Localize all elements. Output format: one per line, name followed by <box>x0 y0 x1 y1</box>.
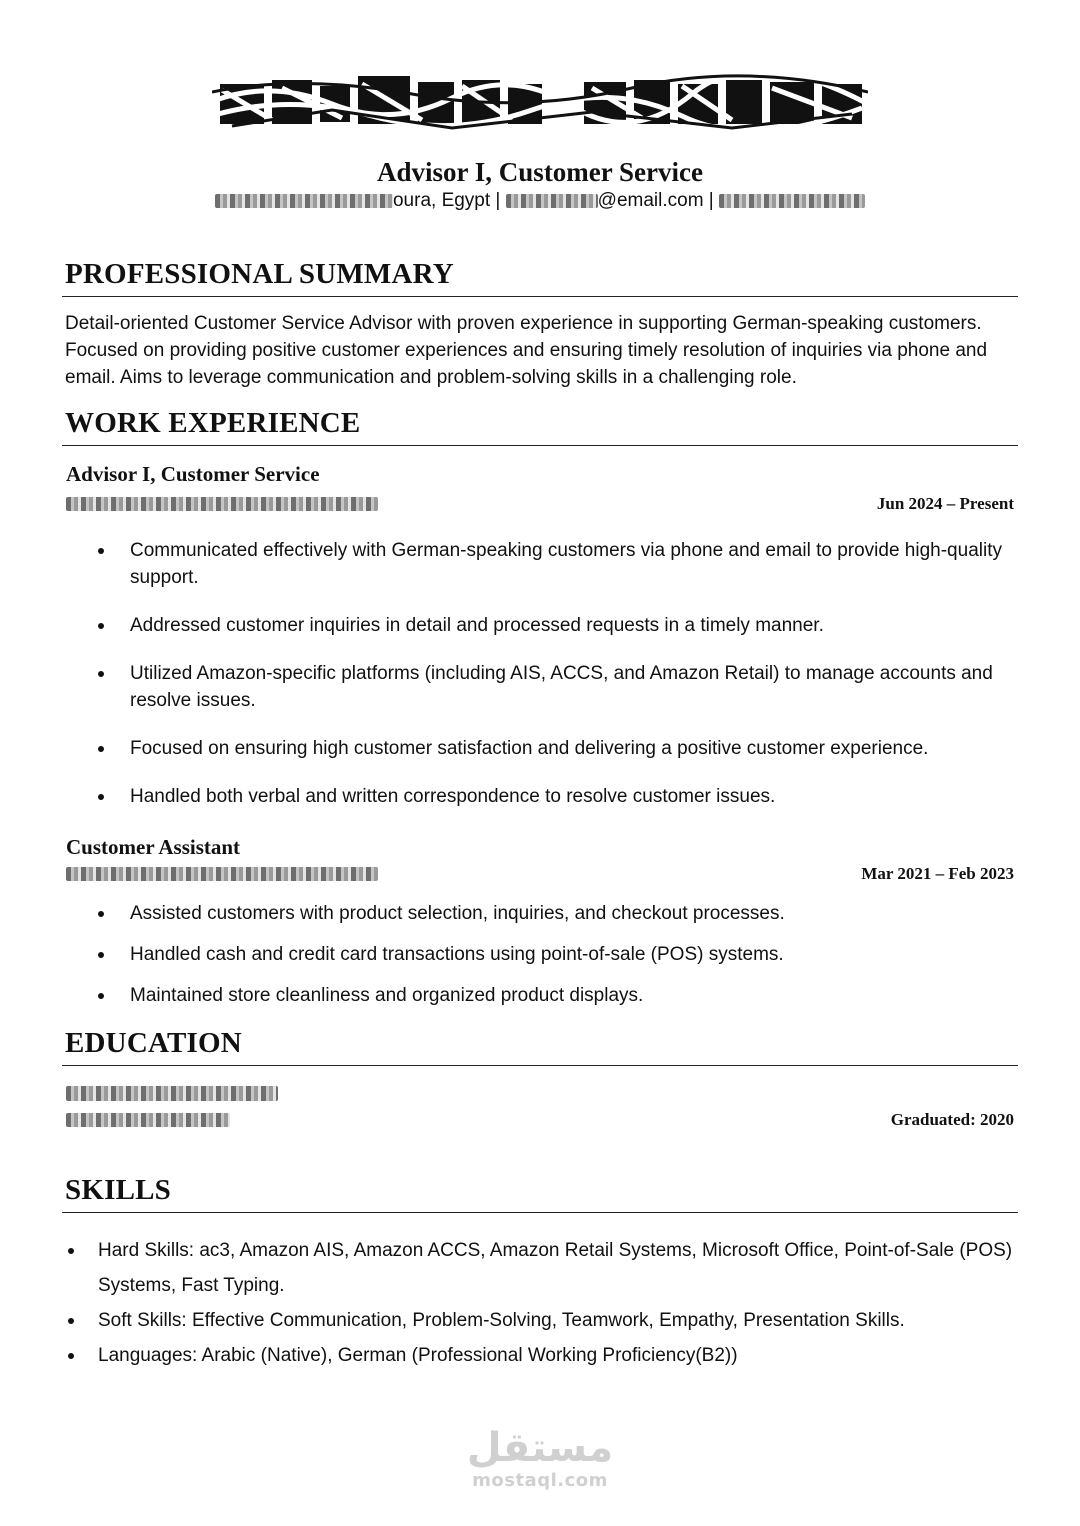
bullet-icon <box>98 794 104 800</box>
list-item: Addressed customer inquiries in detail and processed requests in a timely manner. <box>65 612 1010 639</box>
skills-list <box>65 1233 1015 1373</box>
job-title-1: Advisor I, Customer Service <box>66 462 320 486</box>
education-row <box>66 1109 1014 1131</box>
section-heading-summary: PROFESSIONAL SUMMARY <box>65 258 454 290</box>
contact-city: oura, Egypt | <box>392 190 506 211</box>
list-item: Hard Skills: ac3, Amazon AIS, Amazon ACCS, Amazon Retail Systems, Microsoft Office, Point-of-Sale (POS) Systems, Fast Typing. <box>65 1233 1015 1303</box>
list-item: Communicated effectively with German-speaking customers via phone and email to provide high-quality support. <box>65 537 1010 591</box>
bullet-icon <box>98 623 104 629</box>
redacted-university <box>66 1113 230 1127</box>
job-dates-2: Mar 2021 – Feb 2023 <box>861 864 1014 883</box>
redacted-street <box>215 194 393 208</box>
summary-text: Detail-oriented Customer Service Advisor with proven experience in supporting German-speaking customers. Focused on providing positive customer experiences and ensuring timely resolution of inquiries via phone and email. Aims to leverage communication and problem-solving skills in a challenging role. <box>65 313 988 388</box>
bullet-icon <box>98 911 104 917</box>
bullet-icon <box>68 1353 74 1359</box>
watermark-latin: mostaql.com <box>472 1470 608 1491</box>
job-dates-1: Jun 2024 – Present <box>876 494 1014 513</box>
bullet-icon <box>68 1318 74 1324</box>
section-divider <box>62 445 1018 446</box>
job-bullets-2 <box>65 900 1010 1009</box>
redaction-scribble <box>212 70 868 132</box>
list-item: Utilized Amazon-specific platforms (including AIS, ACCS, and Amazon Retail) to manage accounts and resolve issues. <box>65 660 1010 714</box>
redacted-degree <box>66 1086 278 1101</box>
list-item: Focused on ensuring high customer satisfaction and delivering a positive customer experience. <box>65 735 1010 762</box>
section-heading-education: EDUCATION <box>65 1027 242 1059</box>
bullet-icon <box>98 993 104 999</box>
graduation-date: Graduated: 2020 <box>890 1110 1014 1129</box>
bullet-icon <box>98 746 104 752</box>
bullet-icon <box>98 671 104 677</box>
list-item: Assisted customers with product selection, inquiries, and checkout processes. <box>65 900 1010 927</box>
section-divider <box>62 1212 1018 1213</box>
redacted-name <box>212 70 868 132</box>
list-item: Handled cash and credit card transactions using point-of-sale (POS) systems. <box>65 941 1010 968</box>
list-item: Maintained store cleanliness and organized product displays. <box>65 982 1010 1009</box>
redacted-phone <box>719 194 865 208</box>
mostaql-watermark <box>440 1425 640 1491</box>
list-item: Languages: Arabic (Native), German (Professional Working Proficiency(B2)) <box>65 1338 1015 1373</box>
redacted-email-user <box>506 194 598 208</box>
redacted-employer <box>66 497 378 511</box>
contact-line <box>0 189 1080 213</box>
redacted-employer <box>66 867 378 881</box>
list-item: Soft Skills: Effective Communication, Problem-Solving, Teamwork, Empathy, Presentation Skills. <box>65 1303 1015 1338</box>
bullet-icon <box>98 952 104 958</box>
watermark-arabic: مستقل <box>466 1425 614 1471</box>
section-divider <box>62 1065 1018 1066</box>
job-org-row-2 <box>66 863 1014 885</box>
bullet-icon <box>68 1248 74 1254</box>
job-org-row-1 <box>66 493 1014 515</box>
section-divider <box>62 296 1018 297</box>
contact-email-domain: @email.com | <box>597 190 720 211</box>
job-title-2: Customer Assistant <box>66 835 241 859</box>
section-heading-skills: SKILLS <box>65 1174 171 1206</box>
list-item: Handled both verbal and written correspondence to resolve customer issues. <box>65 783 1010 810</box>
job-bullets-1 <box>65 537 1010 810</box>
job-title: Advisor I, Customer Service <box>377 157 703 187</box>
section-heading-experience: WORK EXPERIENCE <box>65 407 361 439</box>
bullet-icon <box>98 548 104 554</box>
